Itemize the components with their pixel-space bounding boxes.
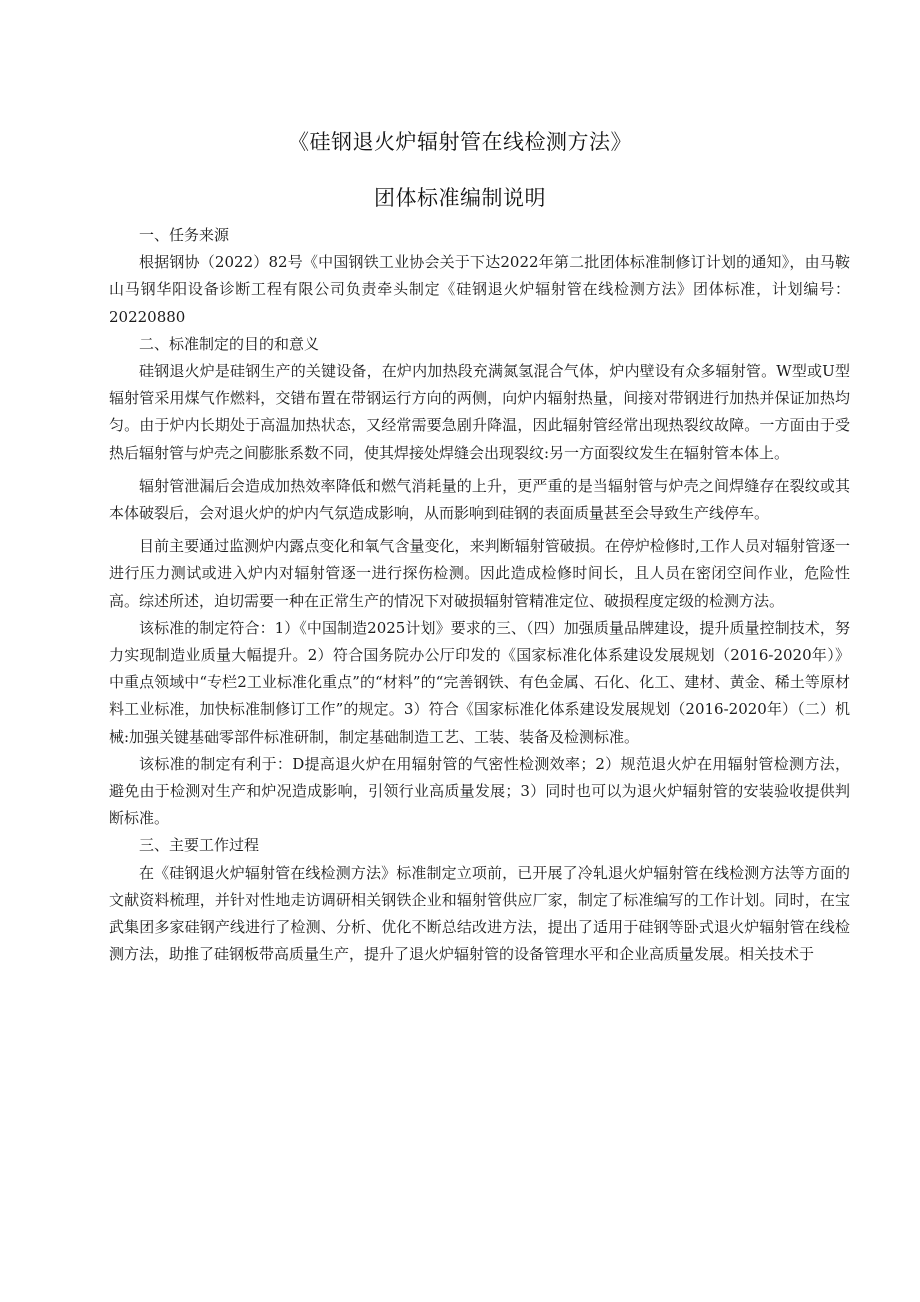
paragraph: 该标准的制定有利于：D提高退火炉在用辐射管的气密性检测效率；2）规范退火炉在用辐射管检测方法，避免由于检测对生产和炉况造成影响，引领行业高质量发展；3）同时也可以为退火炉辐射管的安装验收提供判断标准。 (109, 754, 850, 828)
document-body (109, 222, 850, 968)
section-heading: 三、主要工作过程 (139, 836, 260, 855)
paragraph: 根据钢协（2022）82号《中国钢铁工业协会关于下达2022年第二批团体标准制修订计划的通知》，由马鞍山马钢华阳设备诊断工程有限公司负责牵头制定《硅钢退火炉辐射管在线检测方法》团体标准，计划编号：20220880 (109, 253, 850, 326)
paragraph: 在《硅钢退火炉辐射管在线检测方法》标准制定立项前，已开展了冷轧退火炉辐射管在线检测方法等方面的文献资料梳理，并针对性地走访调研相关钢铁企业和辐射管供应厂家，制定了标准编写的工作计划。同时，在宝武集团多家硅钢产线进行了检测、分析、优化不断总结改进方法，提出了适用于硅钢等卧式退火炉辐射管在线检测方法，助推了硅钢板带高质量生产，提升了退火炉辐射管的设备管理水平和企业高质量发展。相关技术于 (109, 863, 850, 964)
paragraph: 该标准的制定符合：1）《中国制造2025计划》要求的三、（四）加强质量品牌建设，提升质量控制技术，努力实现制造业质量大幅提升。2）符合国务院办公厅印发的《国家标准化体系建设发展规划（2016-2020年）》中重点领域中“专栏2工业标准化重点”的“材料”的“完善钢铁、有色金属、石化、化工、建材、黄金、稀土等原材料工业标准，加快标准制修订工作”的规定。3）符合《国家标准化体系建设发展规划（2016-2020年）（二）机械:加强关键基础零部件标准研制，制定基础制造工艺、工装、装备及检测标准。 (109, 618, 850, 746)
document-title: 《硅钢退火炉辐射管在线检测方法》 (288, 130, 632, 154)
paragraph: 目前主要通过监测炉内露点变化和氧气含量变化，来判断辐射管破损。在停炉检修时,工作人员对辐射管逐一进行压力测试或进入炉内对辐射管逐一进行探伤检测。因此造成检修时间长，且人员在密闭空间作业，危险性高。综述所述，迫切需要一种在正常生产的情况下对破损辐射管精准定位、破损程度定级的检测方法。 (109, 537, 850, 610)
section-heading: 二、标准制定的目的和意义 (139, 334, 320, 353)
paragraph: 辐射管泄漏后会造成加热效率降低和燃气消耗量的上升，更严重的是当辐射管与炉壳之间焊缝存在裂纹或其本体破裂后，会对退火炉的炉内气氛造成影响，从而影响到硅钢的表面质量甚至会导致生产线停车。 (109, 476, 850, 523)
section-heading: 一、任务来源 (139, 226, 230, 244)
paragraph: 硅钢退火炉是硅钢生产的关键设备，在炉内加热段充满氮氢混合气体，炉内壁设有众多辐射管。W型或U型辐射管采用煤气作燃料，交错布置在带钢运行方向的两侧，向炉内辐射热量，间接对带钢进行加热并保证加热均匀。由于炉内长期处于高温加热状态，又经常需要急剧升降温，因此辐射管经常出现热裂纹故障。一方面由于受热后辐射管与炉壳之间膨胀系数不同，使其焊接处焊缝会出现裂纹:另一方面裂纹发生在辐射管本体上。 (109, 362, 850, 462)
document-subtitle: 团体标准编制说明 (374, 186, 546, 210)
